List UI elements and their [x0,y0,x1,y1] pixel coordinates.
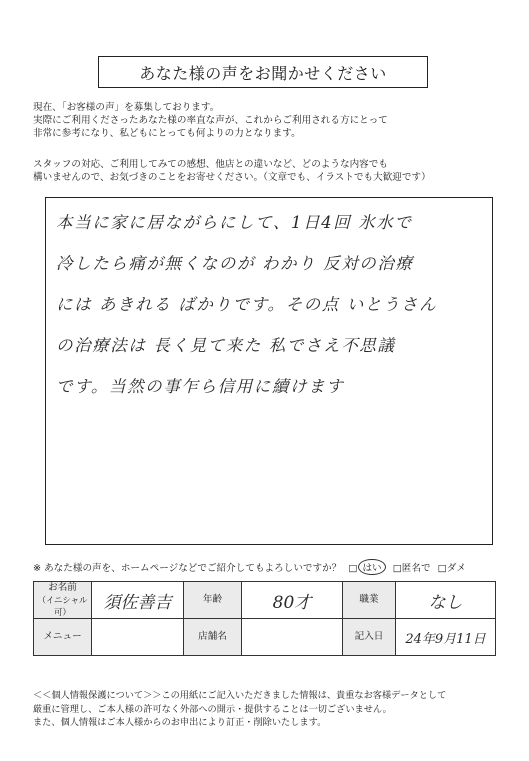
occupation-field[interactable]: なし [396,582,496,619]
intro-line: 実際にご利用くださったあなた様の率直な声が、これからご利用される方にとって [33,115,388,126]
consent-option-no[interactable]: □ダメ [437,563,466,574]
page-title-text: あなた様の声をお聞かせください [139,63,387,83]
customer-info-table [33,581,496,656]
consent-question-text: ※ あなた様の声を、ホームページなどでご紹介してもよろしいですか？ [33,563,342,574]
menu-label: メニュー [34,619,92,656]
intro-line: 現在、「お客様の声」を募集しております。 [33,102,220,113]
occupation-label: 職業 [343,582,396,619]
age-field[interactable]: 80才 [242,582,343,619]
date-field[interactable]: 24年9月11日 [396,619,496,656]
age-label: 年齢 [184,582,242,619]
consent-option-anonymous[interactable]: □匿名で [392,563,431,574]
store-label: 店舗名 [184,619,242,656]
comment-line: 冷したら痛が無くなのが わかり 反対の治療 [56,254,414,273]
privacy-line: また、個人情報はご本人様からのお申出により訂正・削除いたします。 [33,717,327,728]
comment-line: には あきれる ばかりです。その点 いとうさん [56,295,438,314]
selected-circle: はい [358,559,385,575]
comment-box[interactable] [45,197,493,545]
handwritten-comment [56,202,484,407]
instructions-line: スタッフの対応、ご利用してみての感想、他店との違いなど、どのような内容でも [33,159,388,170]
comment-line: 本当に家に居ながらにして、1日4回 氷水で [56,213,413,232]
name-field[interactable]: 須佐善吉 [92,582,184,619]
privacy-line: ＜＜個人情報保護について＞＞この用紙にご記入いただきました情報は、貴重なお客様データとして [33,690,447,701]
date-label: 記入日 [343,619,396,656]
menu-field[interactable] [92,619,184,656]
name-label: お名前 （イニシャル可） [34,582,92,619]
instructions-line: 構いませんので、お気づきのことをお寄せください。（文章でも、イラストでも大歓迎です） [33,172,431,183]
comment-line: です。当然の事乍ら信用に續けます [56,377,345,396]
comment-line: の治療法は 長く見て来た 私でさえ不思議 [56,336,396,355]
consent-question [33,559,466,575]
intro-paragraph [33,101,388,140]
page-title [98,56,428,88]
privacy-notice [33,689,446,730]
privacy-line: 厳重に管理し、ご本人様の許可なく外部への開示・提供することは一切ございません。 [33,703,392,715]
store-field[interactable] [242,619,343,656]
instructions-paragraph [33,158,431,184]
consent-option-yes[interactable]: □ はい [348,563,385,574]
intro-line: 非常に参考になり、私どもにとっても何よりの力となります。 [33,128,301,139]
